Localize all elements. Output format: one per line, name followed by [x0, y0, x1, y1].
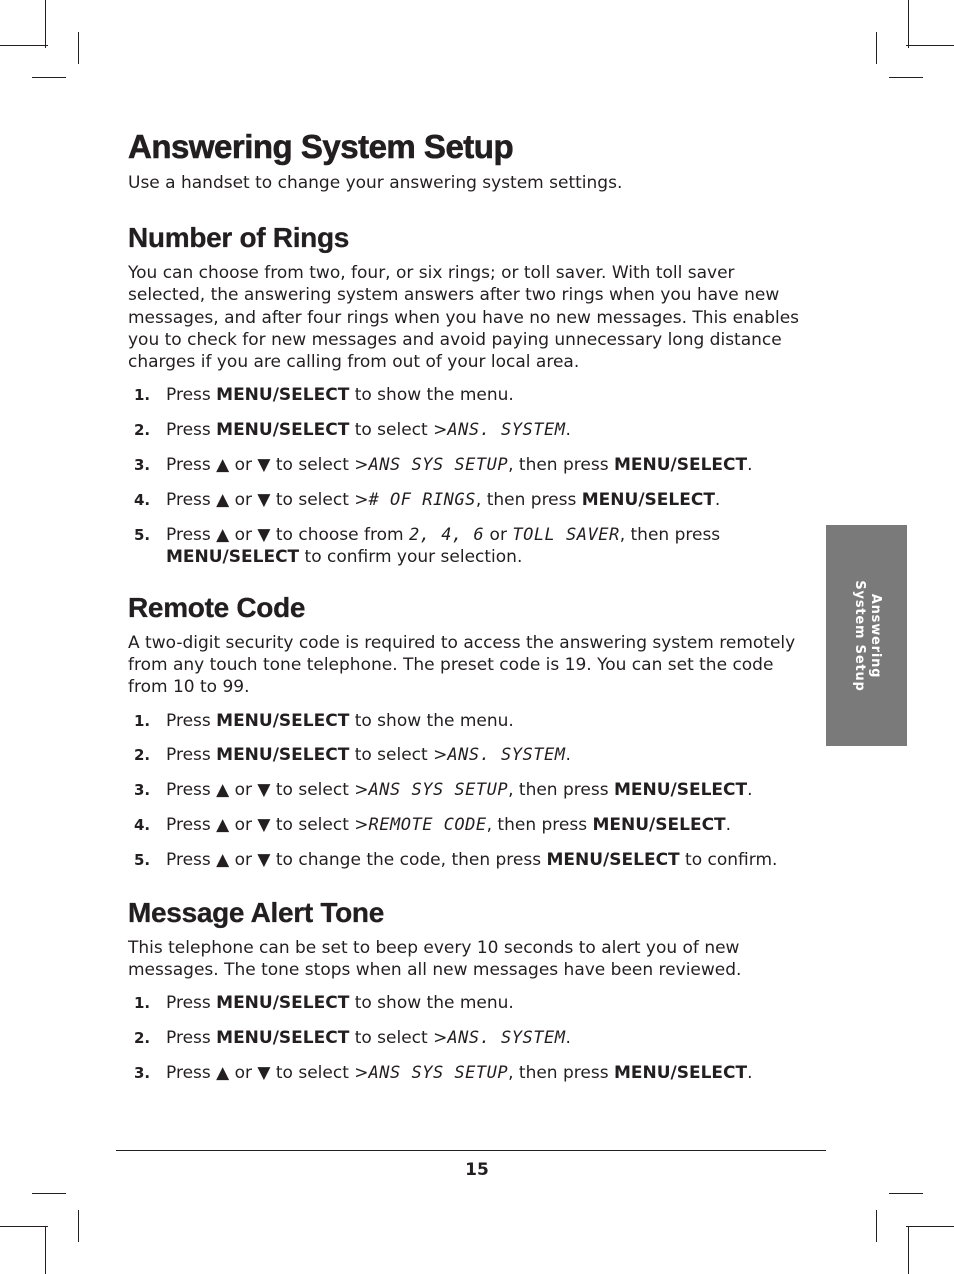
step-text: Press ▲ or ▼ to select > — [166, 814, 369, 835]
key-name: MENU/SELECT — [592, 814, 726, 835]
step-text: , then press — [619, 524, 721, 545]
step-item — [128, 992, 808, 1014]
crop-mark — [78, 32, 79, 64]
key-name: MENU/SELECT — [216, 1028, 350, 1049]
crop-mark — [876, 32, 877, 64]
screen-text: ANS SYS SETUP — [368, 1062, 509, 1083]
section-body: You can choose from two, four, or six rings; or toll saver. With toll saver selected, the answering system answers after two rings when you have new messages, and after four rings when you have no new messages. This enables you to check for new messages and avoid paying unnecessary long distance charges if you are calling from out of your local area. — [128, 263, 800, 373]
step-text: Press ▲ or ▼ to select > — [166, 780, 369, 801]
steps-list — [128, 384, 808, 567]
step-text: to select > — [349, 1028, 448, 1049]
step-text: to confirm your selection. — [299, 546, 523, 567]
step-number: 1. — [134, 994, 151, 1013]
step-text: Press ▲ or ▼ to change the code, then press — [166, 849, 547, 870]
screen-text: ANS. SYSTEM — [447, 745, 566, 766]
step-item — [128, 454, 808, 476]
footer-rule — [116, 1150, 826, 1151]
crop-mark — [889, 1193, 923, 1194]
screen-text: TOLL SAVER — [512, 524, 620, 545]
section-body: This telephone can be set to beep every 10 seconds to alert you of new messages. The tone stops when all new messages have been reviewed. — [128, 937, 742, 981]
step-text: to select > — [349, 420, 448, 441]
step-text: , then press — [508, 780, 614, 801]
step-item — [128, 489, 808, 511]
section-title-remote-code: Remote Code — [128, 591, 306, 623]
step-text: Press — [166, 745, 217, 766]
page-title: Answering System Setup — [128, 128, 514, 165]
step-text: Press — [166, 1028, 217, 1049]
step-text: Press — [166, 385, 217, 406]
page-number: 15 — [465, 1160, 489, 1180]
step-text: . — [747, 1062, 753, 1083]
crop-mark — [906, 45, 954, 46]
side-tab-label — [851, 580, 883, 691]
key-name: MENU/SELECT — [216, 993, 350, 1014]
step-item — [128, 384, 808, 406]
crop-mark — [45, 0, 46, 48]
side-tab-line: Answering — [867, 593, 883, 678]
section-side-tab — [826, 525, 907, 746]
step-number: 3. — [134, 1063, 151, 1082]
key-name: MENU/SELECT — [613, 780, 748, 801]
crop-mark — [889, 77, 923, 78]
screen-text: ANS. SYSTEM — [447, 1028, 566, 1049]
crop-mark — [0, 45, 48, 46]
step-text: to show the menu. — [349, 710, 514, 731]
step-number: 1. — [134, 386, 151, 405]
step-number: 3. — [134, 456, 151, 475]
crop-mark — [78, 1210, 79, 1242]
step-item — [128, 744, 808, 766]
step-text: to select > — [349, 745, 448, 766]
key-name: MENU/SELECT — [581, 489, 715, 510]
step-text: Press ▲ or ▼ to choose from — [166, 524, 409, 545]
step-text: Press ▲ or ▼ to select > — [166, 489, 369, 510]
step-text: Press — [166, 420, 217, 441]
intro-text: Use a handset to change your answering system settings. — [128, 173, 623, 193]
step-text: Press — [166, 710, 217, 731]
step-item — [128, 779, 808, 801]
step-item — [128, 1062, 808, 1084]
crop-mark — [908, 1226, 909, 1274]
step-number: 2. — [134, 1029, 151, 1048]
step-text: , then press — [508, 455, 614, 476]
screen-text: # OF RINGS — [368, 489, 476, 510]
step-number: 5. — [134, 850, 151, 869]
section-body: A two-digit security code is required to access the answering system remotely from any touch tone telephone. The preset code is 19. You can set the code from 10 to 99. — [128, 632, 796, 698]
screen-text: ANS SYS SETUP — [368, 455, 509, 476]
crop-mark — [0, 1226, 48, 1227]
step-text: . — [565, 1028, 571, 1049]
crop-mark — [906, 1226, 954, 1227]
step-text: , then press — [486, 814, 593, 835]
crop-mark — [876, 1210, 877, 1242]
screen-text: 2, 4, 6 — [408, 524, 485, 545]
step-text: . — [714, 489, 721, 510]
step-text: to confirm. — [679, 849, 778, 870]
screen-text: REMOTE CODE — [368, 814, 487, 835]
crop-mark — [32, 1193, 66, 1194]
step-text: . — [565, 420, 571, 441]
step-item — [128, 524, 808, 568]
key-name: MENU/SELECT — [216, 745, 350, 766]
step-item — [128, 419, 808, 441]
key-name: MENU/SELECT — [613, 1062, 748, 1083]
step-item — [128, 814, 808, 836]
screen-text: ANS. SYSTEM — [447, 420, 566, 441]
step-number: 5. — [134, 525, 151, 544]
key-name: MENU/SELECT — [216, 385, 350, 406]
step-text: , then press — [508, 1062, 614, 1083]
key-name: MENU/SELECT — [216, 420, 350, 441]
step-text: . — [725, 814, 732, 835]
key-name: MENU/SELECT — [546, 849, 680, 870]
side-tab-line: System Setup — [851, 579, 867, 692]
crop-mark — [908, 0, 909, 48]
step-text: to show the menu. — [349, 993, 514, 1014]
step-text: . — [565, 745, 571, 766]
key-name: MENU/SELECT — [613, 455, 748, 476]
step-text: . — [747, 780, 753, 801]
step-item — [128, 849, 808, 871]
crop-mark — [45, 1226, 46, 1274]
page-content — [128, 126, 808, 1097]
section-title-message-alert-tone: Message Alert Tone — [128, 896, 385, 928]
step-text: Press ▲ or ▼ to select > — [166, 455, 369, 476]
step-number: 2. — [134, 746, 151, 765]
step-number: 1. — [134, 711, 151, 730]
step-text: or — [484, 524, 513, 545]
step-item — [128, 1027, 808, 1049]
step-text: , then press — [475, 489, 582, 510]
step-text: to show the menu. — [349, 385, 514, 406]
key-name: MENU/SELECT — [166, 546, 300, 567]
steps-list — [128, 710, 808, 871]
step-text: . — [747, 455, 753, 476]
screen-text: ANS SYS SETUP — [368, 780, 509, 801]
crop-mark — [32, 77, 66, 78]
step-number: 2. — [134, 421, 151, 440]
step-item — [128, 710, 808, 732]
step-number: 4. — [134, 815, 151, 834]
step-number: 3. — [134, 781, 151, 800]
steps-list — [128, 992, 808, 1084]
section-title-number-of-rings: Number of Rings — [128, 222, 350, 253]
step-text: Press — [166, 993, 217, 1014]
key-name: MENU/SELECT — [216, 710, 350, 731]
step-text: Press ▲ or ▼ to select > — [166, 1062, 369, 1083]
step-number: 4. — [134, 490, 151, 509]
